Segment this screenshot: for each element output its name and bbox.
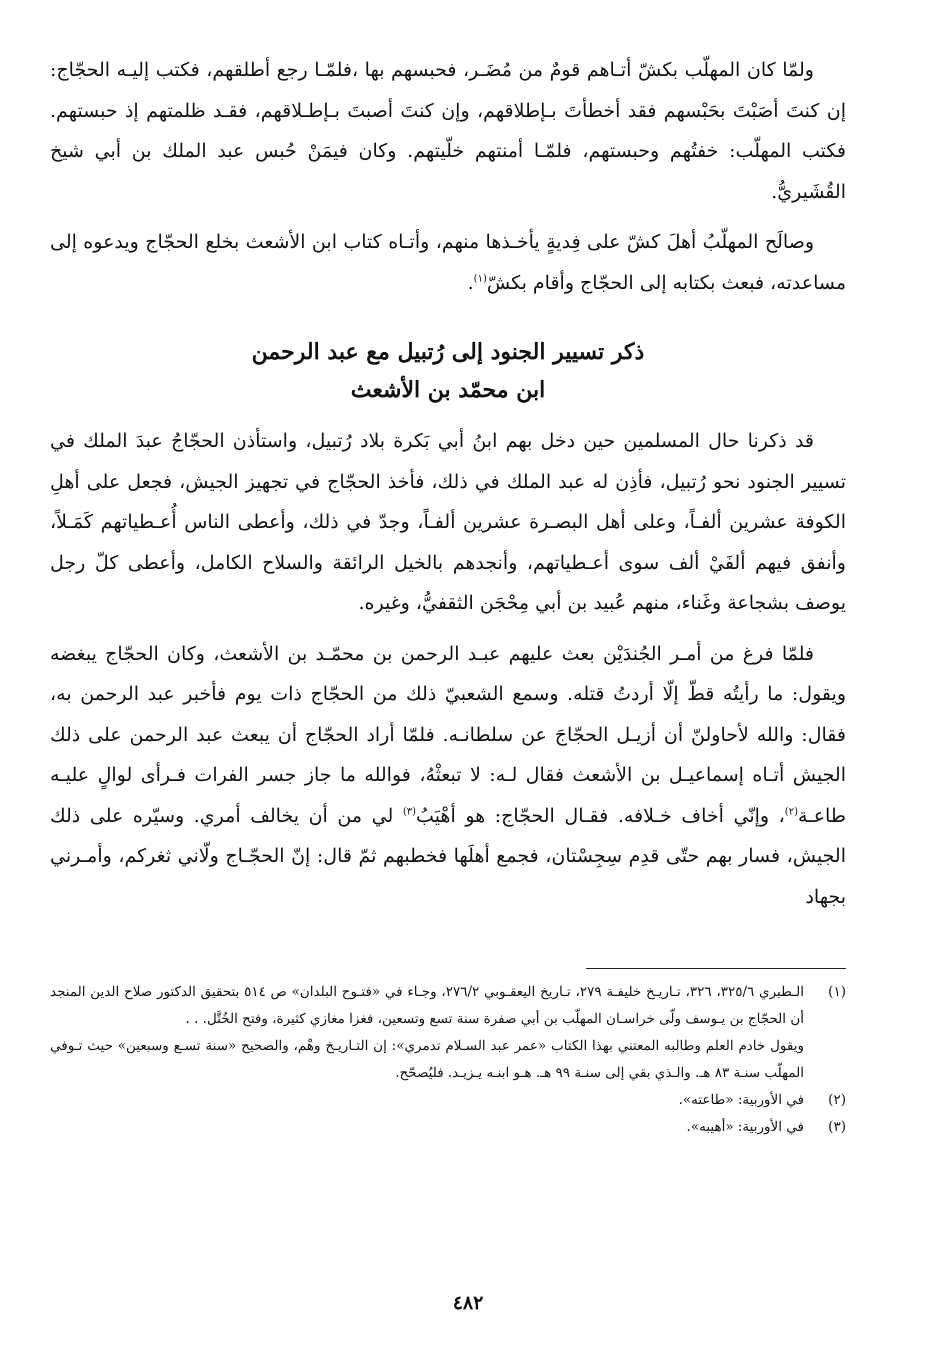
paragraph-2-text: وصالَح المهلّبُ أهلَ كشّ على فِديةٍ يأخـذها منهم، وأتـاه كتاب ابن الأشعث بخلع الحجّاج ويدعوه إلى مساعدته، فبعث بكتابه إلى الحجّاج وأقام بكشّ [50,231,846,294]
footnote-2-body [50,1087,804,1114]
paragraph-2-end: . [467,271,474,294]
heading-line-2: ابن محمّد بن الأشعث [350,377,546,403]
paragraph-4 [50,634,846,918]
footnote-divider [586,968,846,969]
footnote-2 [50,1087,846,1114]
paragraph-3-text: قد ذكرنا حال المسلمين حين دخل بهم ابنُ أبي بَكرة بلاد رُتبيل، واستأذن الحجّاجُ عبدَ الملك في تسيير الجنود نحو رُتبيل، فأذِن له عبد الملك في ذلك، فأخذ الحجّاج في تجهيز الجيش، فجعل على أهلِ الكوفة عشرين ألفـاً، وعلى أهل البصـرة عشرين ألفـاً، وجدّ في ذلك، وأعطى الناس أُعـطياتهم كَمَـلاً، وأنفق فيهم ألفَيْ ألف سوى أعـطياتهم، وأنجدهم بالخيل الرائقة والسلاح الكامل، وأعطى كلّ رجل يوصف بشجاعة وغَناء، منهم عُبيد بن أبي مِحْجَن الثقفيُّ، وغيره. [50,430,846,614]
footnote-1-number: (١) [828,984,846,1000]
paragraph-1 [50,50,846,212]
footnote-3-number: (٣) [828,1119,846,1135]
footnote-1-body [50,979,804,1087]
footnote-ref-3[interactable]: (٣) [402,806,417,818]
paragraph-4-text-c: لي من أن يخالف أمري. وسيّره على ذلك الجيش، فسار بهم حتّى قدِم سِجِسْتان، فجمع أهلَها فخطبهم ثمّ قال: إنّ الحجّـاج ولّاني ثغركم، وأمـرني بجهاد [50,804,846,908]
footnote-1 [50,979,846,1087]
heading-line-1: ذكر تسيير الجنود إلى رُتبيل مع عبد الرحمن [251,339,645,365]
footnote-3 [50,1114,846,1141]
footnote-1-line-1: الـطبري ٣٢٥/٦، ٣٢٦، تـاريـخ خليفـة ٢٧٩، تـاريخ اليعقـوبي ٢٧٦/٢، وجـاء في «فتـوح البلدان» ص ٥١٤ بتحقيق الدكتور صلاح الدين المنجد أن الحجّاج بن يـوسف ولّى خراسـان المهلّب بن أبي صفرة سنة تسع وتسعين، فغزا مغازي كثيرة، وفتح الخُتَّل. . . [50,984,804,1027]
footnote-2-line-1: في الأوربية: «طاعته». [678,1092,804,1108]
paragraph-2 [50,222,846,303]
footnote-3-line-1: في الأوربية: «أهيبه». [686,1119,804,1135]
footnote-1-line-2: ويقول خادم العلم وطالبه المعتني بهذا الكتاب «عمر عبد السـلام تدمري»: إن التـاريـخ وهْم، والصحيح «سنة تسـع وسبعين» حيث تـوفي المهلّب سنـة ٨٣ هـ. والـذي بقي إلى سنـة ٩٩ هـ. هـو ابنـه يـزيـد. فليُصحّح. [50,1038,804,1081]
paragraph-4-text-a: فلمّا فرغ من أمـر الجُندَيْن بعث عليهم عبـد الرحمن بن محمّـد بن الأشعث، وكان الحجّاج يبغضه ويقول: ما رأيتُه قطّ إلّا أردتُ قتله. وسمع الشعبيّ ذلك من الحجّاج ذات يوم فأخبر عبد الرحمن به، فقال: والله لأحاولنّ أن أزيـل الحجّاجَ عن سلطانـه. فلمّا أراد الحجّاج أن يبعث عبد الرحمن على ذلك الجيش أتـاه إسماعيـل بن الأشعث فقال لـه: لا تبعثْهُ، فوالله ما جاز جسر الفرات فـرأى لوالٍ عليـه طاعـة [50,642,846,827]
page-content [50,50,846,917]
paragraph-1-text: ولمّا كان المهلّب بكشّ أتـاهم قومٌ من مُضَـر، فحبسهم بها ،فلمّـا رجع أطلقهم، فكتب إليـه الحجّاج: إن كنتَ أصَبْتَ بحَبْسهم فقد أخطأتَ بـإطلاقهم، وإن كنتَ أصبتَ بـإطـلاقهم، فقـد ظلمتهم إذ حبستهم. فكتب المهلّب: خفتُهم وحبستهم، فلمّـا أمنتهم خلّيتهم. وكان فيمَنْ حُبس عبد الملك بن أبي شيخ القُشَيريُّ. [50,59,846,203]
footnotes [50,968,846,1141]
section-heading [50,333,846,409]
footnote-2-number: (٢) [828,1092,846,1108]
footnote-ref-1[interactable]: (١) [473,273,487,285]
page-number: ٤٨٢ [452,1292,484,1314]
paragraph-4-text-b: ، وإنّي أخاف خـلافه. فقـال الحجّاج: هو أهْيَبُ [416,804,785,827]
paragraph-3 [50,421,846,624]
footnote-3-body [50,1114,804,1141]
footnote-ref-2[interactable]: (٢) [784,806,798,818]
